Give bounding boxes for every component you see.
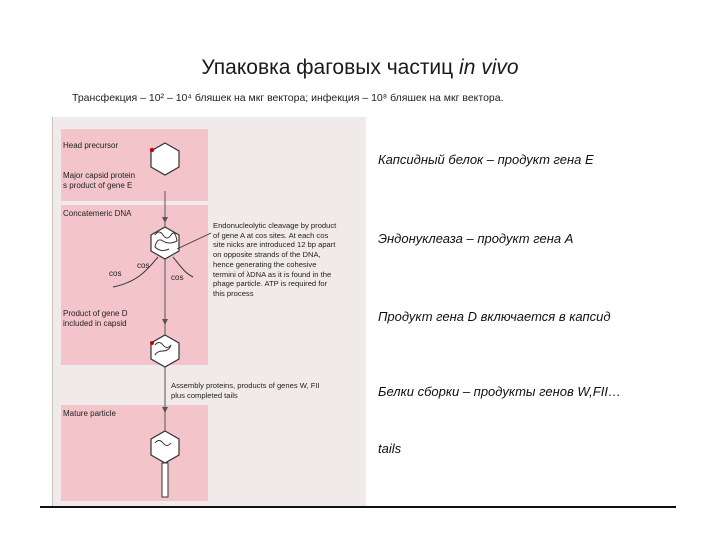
head-precursor-dot	[150, 148, 154, 152]
note-endo-line: site nicks are introduced 12 bp apart	[213, 240, 336, 250]
label-product-d-2: included in capsid	[63, 319, 127, 328]
note-endo-line: of gene A at cos sites. At each cos	[213, 230, 329, 240]
label-major-capsid: Major capsid protein	[63, 171, 136, 180]
note-leader	[177, 233, 211, 249]
note-endonuclease	[213, 221, 365, 299]
arrow-2	[162, 319, 168, 325]
caption-tails: tails	[378, 441, 402, 456]
note-endo-line: this process	[213, 288, 254, 298]
arrow-1	[162, 217, 168, 223]
note-endo-line: on opposite strands of the DNA,	[213, 250, 321, 260]
bottom-rule	[40, 506, 676, 508]
arrow-3	[162, 407, 168, 413]
caption-capsid-protein: Капсидный белок – продукт гена E	[378, 152, 594, 167]
slide-title-em: in vivo	[459, 56, 519, 79]
note-assembly	[171, 381, 361, 400]
label-concatemeric: Concatemeric DNA	[63, 209, 132, 218]
label-major-capsid-2: s product of gene E	[63, 181, 133, 190]
label-cos-2: cos	[109, 269, 122, 278]
label-head-precursor: Head precursor	[63, 141, 119, 150]
slide-title-main: Упаковка фаговых частиц	[201, 56, 454, 79]
label-mature: Mature particle	[63, 409, 116, 418]
note-endo-line: phage particle. ATP is required for	[213, 279, 328, 289]
note-assembly-line: plus completed tails	[171, 390, 238, 400]
label-cos-3: cos	[171, 273, 184, 282]
phage-packaging-figure	[52, 117, 366, 507]
label-product-d: Product of gene D	[63, 309, 128, 318]
note-endo-line: hence generating the cohesive	[213, 259, 317, 269]
tail	[162, 463, 168, 497]
capsid-d-dot	[150, 341, 154, 345]
note-assembly-line: Assembly proteins, products of genes W, FII	[171, 381, 320, 390]
label-cos-1: cos	[137, 261, 150, 270]
caption-product-d: Продукт гена D включается в капсид	[378, 309, 611, 324]
note-endo-line: Endonucleolytic cleavage by product	[213, 221, 337, 230]
packaging-hexagon	[151, 227, 179, 259]
slide-title	[0, 56, 720, 80]
slide-subtitle: Трансфекция – 10² – 10⁴ бляшек на мкг вектора; инфекция – 10⁸ бляшек на мкг вектора.	[72, 92, 504, 104]
mature-head-hexagon	[151, 431, 179, 463]
caption-assembly-proteins: Белки сборки – продукты генов W,FII…	[378, 384, 621, 399]
head-precursor-hexagon	[151, 143, 179, 175]
caption-endonuclease: Эндонуклеаза – продукт гена A	[378, 231, 574, 246]
note-endo-line: termini of λDNA as it is found in the	[213, 269, 332, 279]
